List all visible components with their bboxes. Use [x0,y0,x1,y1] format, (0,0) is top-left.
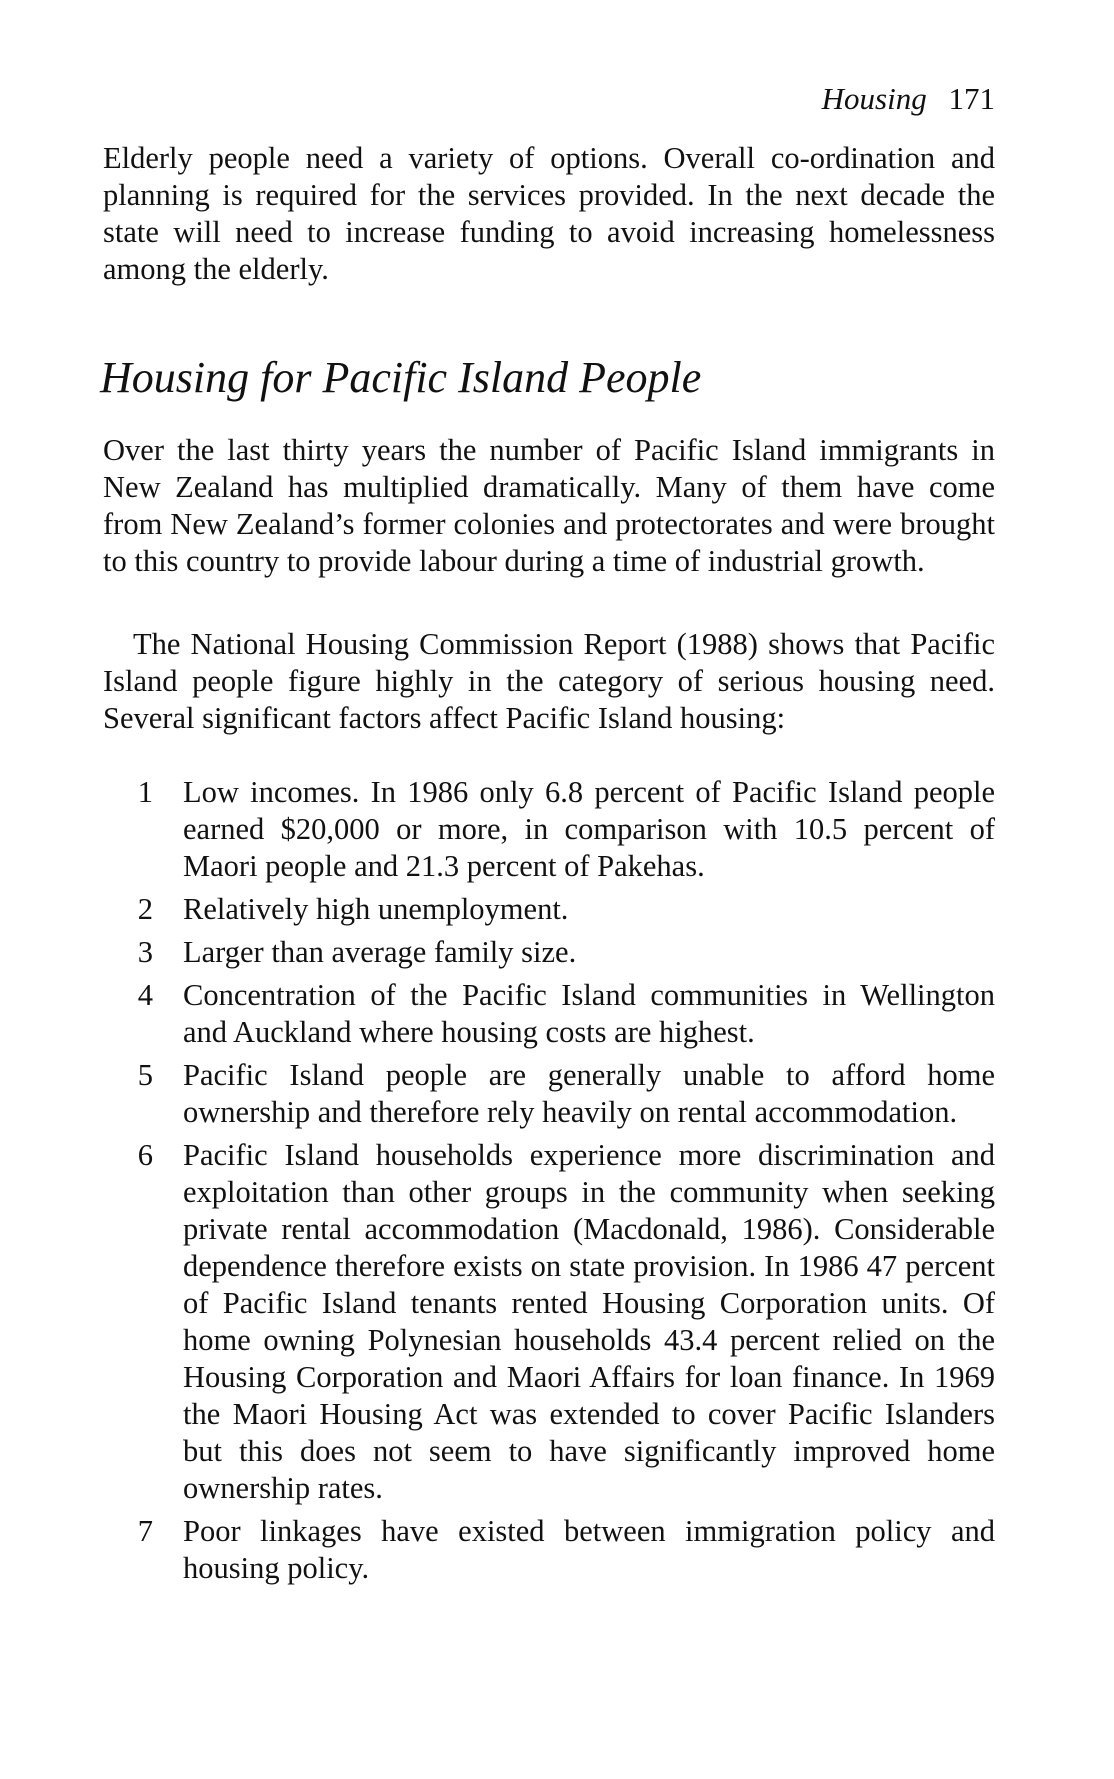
list-item-text: Pacific Island households experience more discrimination and exploitation than other groups in the community when seeking private rental accommodation (Macdonald, 1986). Considerable dependence therefore exists on state provision. In 1986 47 percent of Pacific Island tenants rented Housing Corporation units. Of home owning Polynesian households 43.4 percent relied on the Housing Corporation and Maori Affairs for loan finance. In 1969 the Maori Housing Act was extended to cover Pacific Islanders but this does not seem to have significantly improved home ownership rates. [183,1138,995,1505]
running-head-title: Housing [821,81,927,116]
list-item-text: Larger than average family size. [183,935,577,969]
list-item [103,1057,995,1131]
list-item [103,891,995,928]
page-number: 171 [948,81,995,116]
list-item-number: 7 [137,1514,153,1548]
list-item-text: Concentration of the Pacific Island communities in Wellington and Auckland where housing costs are highest. [183,978,995,1049]
list-item [103,977,995,1051]
list-item-number: 5 [137,1058,153,1092]
paragraph-intro: Over the last thirty years the number of Pacific Island immigrants in New Zealand has multiplied dramatically. Many of them have come from New Zealand’s former colonies and protectorates and were brought to this country to provide labour during a time of industrial growth. [103,433,995,578]
list-item-number: 3 [137,935,153,969]
list-item-number: 1 [137,775,153,809]
list-item-number: 4 [137,978,153,1012]
running-head [822,80,995,118]
list-item-text: Relatively high unemployment. [183,892,569,926]
list-item-number: 6 [137,1138,153,1172]
list-item-text: Poor linkages have existed between immigration policy and housing policy. [183,1514,995,1585]
list-item [103,1137,995,1507]
section-heading: Housing for Pacific Island People [100,353,702,402]
list-item-text: Low incomes. In 1986 only 6.8 percent of Pacific Island people earned $20,000 or more, in comparison with 10.5 percent of Maori people and 21.3 percent of Pakehas. [183,775,995,883]
factor-list [103,774,995,1593]
list-item [103,1513,995,1587]
list-item-number: 2 [137,892,153,926]
list-item [103,934,995,971]
paragraph-commission: The National Housing Commission Report (1988) shows that Pacific Island people figure highly in the category of serious housing need. Several significant factors affect Pacific Island housing: [103,627,995,735]
paragraph-elderly: Elderly people need a variety of options. Overall co-ordination and planning is required for the services provided. In the next decade the state will need to increase funding to avoid increasing homelessness among the elderly. [103,141,995,286]
list-item-text: Pacific Island people are generally unable to afford home ownership and therefore rely heavily on rental accommodation. [183,1058,995,1129]
list-item [103,774,995,885]
